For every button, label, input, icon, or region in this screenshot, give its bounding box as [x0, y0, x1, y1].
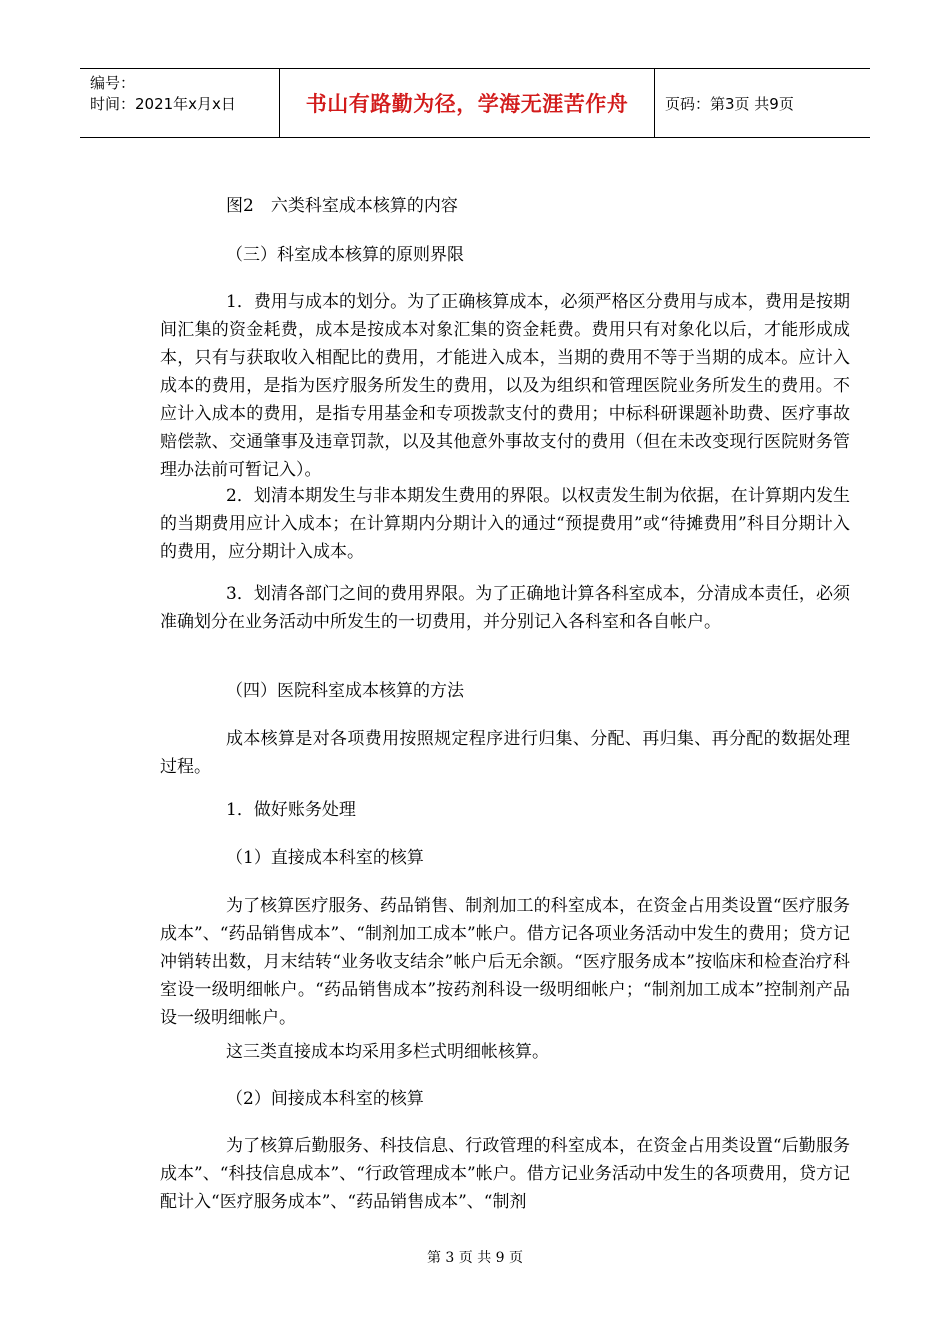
header-meta — [80, 69, 280, 137]
paragraph-department-boundary: 3．划清各部门之间的费用界限。为了正确地计算各科室成本，分清成本责任，必须准确划分在业务活动中所发生的一切费用，并分别记入各科室和各自帐户。 — [160, 584, 850, 632]
section-heading-4: （四）医院科室成本核算的方法 — [226, 681, 464, 701]
paragraph-cost-accounting-definition: 成本核算是对各项费用按照规定程序进行归集、分配、再归集、再分配的数据处理过程。 — [160, 729, 850, 777]
page-header — [80, 68, 870, 138]
subheading-direct-cost: （1）直接成本科室的核算 — [226, 848, 424, 868]
paragraph-direct-cost: 为了核算医疗服务、药品销售、制剂加工的科室成本，在资金占用类设置“医疗服务成本”、“药品销售成本”、“制剂加工成本”帐户。借方记各项业务活动中发生的费用；贷方记冲销转出数，月末结转“业务收支结余”帐户后无余额。“医疗服务成本”按临床和检查治疗科室设一级明细帐户。“药品销售成本”按药剂科设一级明细帐户；“制剂加工成本”控制剂产品设一级明细帐户。 — [160, 896, 850, 1028]
section-heading-3: （三）科室成本核算的原则界限 — [226, 245, 464, 265]
subheading-indirect-cost: （2）间接成本科室的核算 — [226, 1089, 424, 1109]
figure-caption: 图2 六类科室成本核算的内容 — [226, 196, 458, 216]
header-page-number: 页码：第3页 共9页 — [665, 94, 794, 113]
header-motto: 书山有路勤为径，学海无涯苦作舟 — [280, 69, 655, 137]
paragraph-cost-division: 1．费用与成本的划分。为了正确核算成本，必须严格区分费用与成本，费用是按期间汇集的资金耗费，成本是按成本对象汇集的资金耗费。费用只有对象化以后，才能形成成本，只有与获取收入相配比的费用，才能进入成本，当期的费用不等于当期的成本。应计入成本的费用，是指为医疗服务所发生的费用，以及为组织和管理医院业务所发生的费用。不应计入成本的费用，是指专用基金和专项拨款支付的费用；中标科研课题补助费、医疗事故赔偿款、交通肇事及违章罚款，以及其他意外事故支付的费用（但在未改变现行医院财务管理办法前可暂记入）。 — [160, 292, 850, 480]
paragraph-period-boundary: 2．划清本期发生与非本期发生费用的界限。以权责发生制为依据，在计算期内发生的当期费用应计入成本；在计算期内分期计入的通过“预提费用”或“待摊费用”科目分期计入的费用，应分期计入成本。 — [160, 486, 850, 562]
document-number-label: 编号： — [90, 74, 136, 92]
page-footer: 第 3 页 共 9 页 — [426, 1250, 524, 1266]
paragraph-multi-column: 这三类直接成本均采用多栏式明细帐核算。 — [226, 1042, 549, 1062]
paragraph-indirect-cost: 为了核算后勤服务、科技信息、行政管理的科室成本，在资金占用类设置“后勤服务成本”、“科技信息成本”、“行政管理成本”帐户。借方记业务活动中发生的各项费用，贷方记配计入“医疗服务成本”、“药品销售成本”、“制剂 — [160, 1136, 850, 1212]
list-item-accounting: 1．做好账务处理 — [226, 800, 356, 820]
document-time-label: 时间：2021年x月x日 — [90, 95, 236, 113]
